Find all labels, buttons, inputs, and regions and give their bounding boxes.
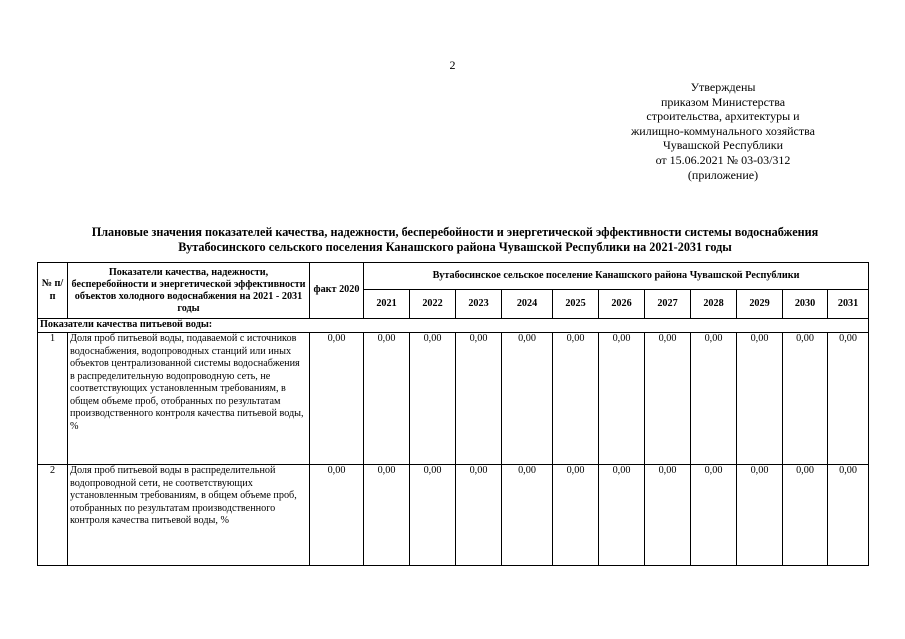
page-number: 2: [449, 58, 456, 72]
header-year-2028: 2028: [691, 290, 737, 319]
row-value-2028: 0,00: [691, 465, 737, 566]
table-row: [38, 333, 869, 465]
row-value-2029: 0,00: [737, 465, 783, 566]
row-value-2029: 0,00: [737, 333, 783, 465]
row-value-2026: 0,00: [599, 465, 645, 566]
header-year-2025: 2025: [553, 290, 599, 319]
header-indicator: Показатели качества, надежности, бесперебойности и энергетической эффективности объектов холодного водоснабжения на 2021 - 2031 годы: [68, 263, 310, 319]
approval-block: [578, 80, 868, 182]
approval-line: Утверждены: [690, 80, 756, 94]
header-fact: факт 2020: [310, 263, 364, 319]
document-title: [30, 225, 880, 254]
row-description: Доля проб питьевой воды, подаваемой с источников водоснабжения, водопроводных станций или иных объектов централизованной системы водоснабжения в распределительную водопроводную сеть, не соответствующих установленным требованиям, в общем объеме проб, отобранных по результатам производственного контроля качества питьевой воды, %: [68, 333, 310, 465]
header-year-2026: 2026: [599, 290, 645, 319]
title-line-1: Плановые значения показателей качества, надежности, бесперебойности и энергетической эффективности системы водоснабжения: [91, 225, 819, 239]
header-year-2022: 2022: [410, 290, 456, 319]
row-value-2021: 0,00: [364, 333, 410, 465]
row-value-2031: 0,00: [828, 333, 869, 465]
header-year-2024: 2024: [502, 290, 553, 319]
approval-line: приказом Министерства: [660, 94, 786, 109]
row-index: 1: [38, 333, 68, 465]
row-value-2028: 0,00: [691, 333, 737, 465]
approval-line: от 15.06.2021 № 03-03/312: [655, 152, 791, 167]
header-year-2029: 2029: [737, 290, 783, 319]
row-index: 2: [38, 465, 68, 566]
row-fact-value: 0,00: [310, 333, 364, 465]
approval-line: строительства, архитектуры и: [646, 109, 800, 124]
row-description: Доля проб питьевой воды в распределительной водопроводной сети, не соответствующих установленным требованиям, в общем объеме проб, отобранных по результатам производственного контроля качества питьевой воды, %: [68, 465, 310, 566]
approval-line: (приложение): [687, 167, 759, 182]
row-value-2030: 0,00: [783, 333, 828, 465]
row-value-2031: 0,00: [828, 465, 869, 566]
header-number: № п/п: [38, 263, 68, 319]
header-year-2027: 2027: [645, 290, 691, 319]
row-value-2030: 0,00: [783, 465, 828, 566]
header-settlement: Вутабосинское сельское поселение Канашского района Чувашской Республики: [364, 263, 869, 290]
row-value-2024: 0,00: [502, 465, 553, 566]
header-year-2030: 2030: [783, 290, 828, 319]
header-year-2021: 2021: [364, 290, 410, 319]
header-year-2023: 2023: [456, 290, 502, 319]
section-label: Показатели качества питьевой воды:: [38, 319, 869, 333]
title-line-2: Вутабосинского сельского поселения Канашского района Чувашской Республики на 2021-2031 годы: [178, 239, 732, 254]
row-fact-value: 0,00: [310, 465, 364, 566]
row-value-2025: 0,00: [553, 465, 599, 566]
row-value-2022: 0,00: [410, 465, 456, 566]
indicators-table: [37, 262, 869, 566]
row-value-2021: 0,00: [364, 465, 410, 566]
row-value-2027: 0,00: [645, 333, 691, 465]
header-year-2031: 2031: [828, 290, 869, 319]
table-row: [38, 465, 869, 566]
row-value-2027: 0,00: [645, 465, 691, 566]
row-value-2022: 0,00: [410, 333, 456, 465]
row-value-2025: 0,00: [553, 333, 599, 465]
row-value-2023: 0,00: [456, 333, 502, 465]
row-value-2023: 0,00: [456, 465, 502, 566]
row-value-2026: 0,00: [599, 333, 645, 465]
row-value-2024: 0,00: [502, 333, 553, 465]
approval-line: Чувашской Республики: [662, 138, 784, 153]
approval-line: жилищно-коммунального хозяйства: [631, 123, 815, 138]
